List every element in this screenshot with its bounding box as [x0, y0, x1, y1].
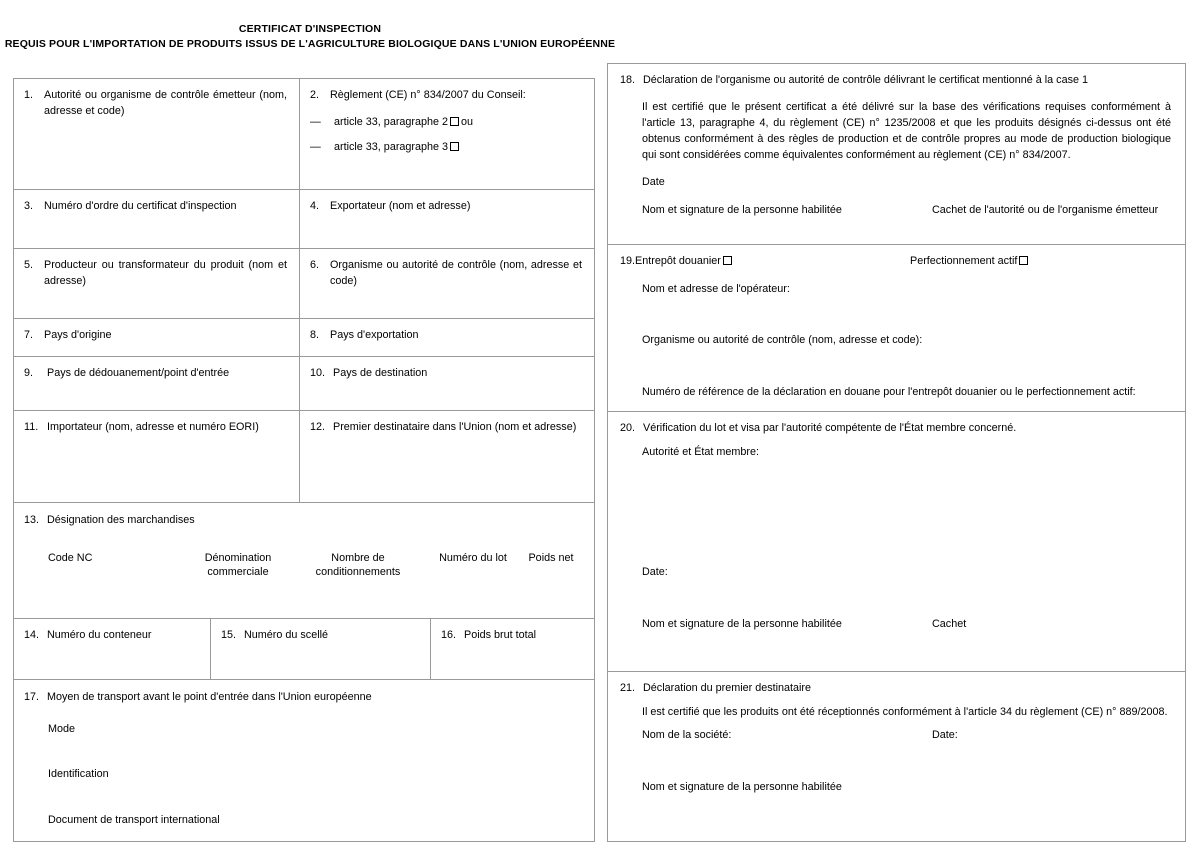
field-20-stamp-label: Cachet: [932, 617, 967, 630]
field-19-operator-label: Nom et adresse de l'opérateur:: [642, 282, 790, 295]
field-18-signature-label: Nom et signature de la personne habilitée: [642, 204, 842, 217]
field-11-label: Importateur (nom, adresse et numéro EORI): [47, 421, 259, 433]
form-row-19: [608, 245, 1185, 412]
field-14-label: Numéro du conteneur: [47, 629, 152, 641]
field-box-15[interactable]: [211, 619, 431, 679]
field-18-date-label: Date: [642, 176, 665, 189]
right-form-table: [607, 63, 1186, 842]
field-17-label: Moyen de transport avant le point d'entrée dans l'Union européenne: [47, 691, 372, 703]
goods-table-header: [24, 551, 582, 580]
field-11-number: 11.: [24, 421, 39, 433]
field-10-label: Pays de destination: [333, 367, 428, 379]
field-1-label: Autorité ou organisme de contrôle émetteur (nom, adresse et code): [44, 89, 287, 117]
field-17-identification-label: Identification: [48, 768, 109, 781]
field-19-customs-warehouse-label: Entrepôt douanier: [635, 255, 721, 267]
form-row-11-12: [14, 411, 594, 503]
field-16-number: 16.: [441, 629, 457, 641]
field-box-19[interactable]: [608, 245, 1185, 411]
field-20-label: Vérification du lot et visa par l'autorité compétente de l'État membre concerné.: [643, 422, 1017, 434]
form-row-1-2: [14, 79, 594, 190]
form-row-7-8: [14, 319, 594, 357]
field-18-label: Déclaration de l'organisme ou autorité de contrôle délivrant le certificat mentionné à la case 1: [643, 74, 1088, 86]
dash-marker: —: [310, 141, 321, 154]
field-box-11[interactable]: [14, 411, 300, 502]
field-20-date-label: Date:: [642, 566, 668, 579]
goods-column-code-nc: Code NC: [48, 551, 93, 564]
field-17-transport-document-label: Document de transport international: [48, 813, 220, 826]
field-21-number: 21.: [620, 682, 636, 694]
dash-marker: —: [310, 115, 321, 128]
field-box-9[interactable]: [14, 357, 300, 410]
left-form-table: [13, 78, 595, 842]
field-4-number: 4.: [310, 200, 320, 212]
field-9-number: 9.: [24, 367, 34, 379]
field-19-control-body-label: Organisme ou autorité de contrôle (nom, adresse et code):: [642, 334, 923, 347]
field-21-signature-label: Nom et signature de la personne habilitée: [642, 780, 842, 793]
field-3-label: Numéro d'ordre du certificat d'inspection: [44, 200, 237, 212]
field-15-label: Numéro du scellé: [244, 629, 329, 641]
checkbox-customs-warehouse[interactable]: [723, 256, 732, 265]
field-17-mode-label: Mode: [48, 722, 76, 735]
field-6-label: Organisme ou autorité de contrôle (nom, adresse et code): [330, 259, 582, 287]
field-8-label: Pays d'exportation: [330, 329, 419, 341]
field-18-signature-row: [642, 203, 1171, 219]
field-box-14[interactable]: [14, 619, 211, 679]
goods-column-lot-number: Numéro du lot: [439, 551, 507, 564]
field-16-label: Poids brut total: [464, 629, 537, 641]
form-row-13: [14, 503, 594, 619]
form-row-9-10: [14, 357, 594, 411]
field-box-7[interactable]: [14, 319, 300, 356]
field-5-label: Producteur ou transformateur du produit (nom et adresse): [44, 259, 287, 287]
field-box-20[interactable]: [608, 412, 1185, 671]
field-21-date-label: Date:: [932, 729, 958, 742]
document-header: [0, 22, 620, 52]
field-18-stamp-label: Cachet de l'autorité ou de l'organisme émetteur: [932, 204, 1159, 217]
form-row-20: [608, 412, 1185, 672]
document-title-line2: REQUIS POUR L'IMPORTATION DE PRODUITS ISSUS DE L'AGRICULTURE BIOLOGIQUE DANS L'UNION EUROPÉENNE: [4, 38, 616, 51]
form-row-17: [14, 680, 594, 841]
field-2-option-0-suffix: ou: [461, 115, 474, 128]
field-2-options: [310, 115, 582, 156]
goods-column-net-weight: Poids net: [528, 551, 574, 564]
field-box-21[interactable]: [608, 672, 1185, 841]
field-18-number: 18.: [620, 74, 636, 86]
field-2-option-1-label: article 33, paragraphe 3: [334, 141, 449, 154]
form-row-18: [608, 64, 1185, 245]
field-14-number: 14.: [24, 629, 40, 641]
field-19-header-row: [620, 254, 1171, 270]
checkbox-inward-processing[interactable]: [1019, 256, 1028, 265]
field-box-8[interactable]: [300, 319, 594, 356]
field-1-number: 1.: [24, 89, 34, 101]
field-19-inward-processing: [910, 254, 1171, 270]
form-row-14-15-16: [14, 619, 594, 680]
field-box-4[interactable]: [300, 190, 594, 248]
field-20-signature-row: [642, 617, 1171, 633]
goods-column-denomination: Dénomination commerciale: [204, 551, 272, 579]
field-2-option-1[interactable]: [310, 140, 582, 156]
field-box-5[interactable]: [14, 249, 300, 318]
field-2-label: Règlement (CE) n° 834/2007 du Conseil:: [330, 89, 526, 101]
field-17-number: 17.: [24, 691, 40, 703]
field-6-number: 6.: [310, 259, 320, 271]
field-13-label: Désignation des marchandises: [47, 514, 195, 526]
field-12-label: Premier destinataire dans l'Union (nom et adresse): [333, 421, 577, 433]
field-20-authority-label: Autorité et État membre:: [642, 445, 760, 458]
field-box-1[interactable]: [14, 79, 300, 189]
field-box-12[interactable]: [300, 411, 594, 502]
field-21-paragraph: Il est certifié que les produits ont été réceptionnés conformément à l'article 34 du règlement (CE) n° 889/2008.: [642, 705, 1168, 718]
field-box-16[interactable]: [431, 619, 594, 679]
field-20-number: 20.: [620, 422, 636, 434]
field-box-17[interactable]: [14, 680, 594, 841]
field-19-inward-processing-label: Perfectionnement actif: [910, 255, 1018, 267]
goods-column-packages: Nombre de conditionnements: [315, 551, 401, 579]
field-21-company-row: [642, 728, 1171, 744]
field-box-18[interactable]: [608, 64, 1185, 244]
document-title-line1: CERTIFICAT D'INSPECTION: [238, 23, 382, 35]
field-box-3[interactable]: [14, 190, 300, 248]
field-20-signature-label: Nom et signature de la personne habilitée: [642, 617, 842, 630]
field-box-6[interactable]: [300, 249, 594, 318]
checkbox-article-33-3[interactable]: [450, 142, 459, 151]
field-box-2[interactable]: [300, 79, 594, 189]
field-9-label: Pays de dédouanement/point d'entrée: [47, 367, 230, 379]
field-5-number: 5.: [24, 259, 34, 271]
field-19-reference-number-label: Numéro de référence de la déclaration en douane pour l'entrepôt douanier ou le perfectionnement actif:: [642, 385, 1136, 398]
field-21-company-label: Nom de la société:: [642, 729, 732, 742]
form-row-3-4: [14, 190, 594, 249]
form-row-5-6: [14, 249, 594, 319]
field-8-number: 8.: [310, 329, 320, 341]
form-row-21: [608, 672, 1185, 841]
field-7-number: 7.: [24, 329, 34, 341]
field-21-label: Déclaration du premier destinataire: [643, 682, 812, 694]
field-2-option-0-label: article 33, paragraphe 2: [334, 115, 449, 128]
field-19-number: 19.: [620, 255, 636, 267]
field-box-13[interactable]: [14, 503, 594, 618]
field-box-10[interactable]: [300, 357, 594, 410]
field-15-number: 15.: [221, 629, 237, 641]
field-3-number: 3.: [24, 200, 34, 212]
field-2-option-0[interactable]: [310, 115, 582, 131]
checkbox-article-33-2[interactable]: [450, 117, 459, 126]
field-10-number: 10.: [310, 367, 326, 379]
field-13-number: 13.: [24, 514, 40, 526]
field-12-number: 12.: [310, 421, 326, 433]
field-2-number: 2.: [310, 89, 320, 101]
field-18-paragraph: Il est certifié que le présent certificat a été délivré sur la base des vérifications requises conformément à l'article 13, paragraphe 4, du règlement (CE) n° 1235/2008 et que les produits désignés ci-dessus ont été obtenus conformément à des règles de production et de contrôle propres au mode de production biologique qui sont considérées comme équivalentes conformément au règlement (CE) n° 834/2007.: [642, 100, 1171, 162]
field-7-label: Pays d'origine: [44, 329, 112, 341]
field-4-label: Exportateur (nom et adresse): [330, 200, 471, 212]
